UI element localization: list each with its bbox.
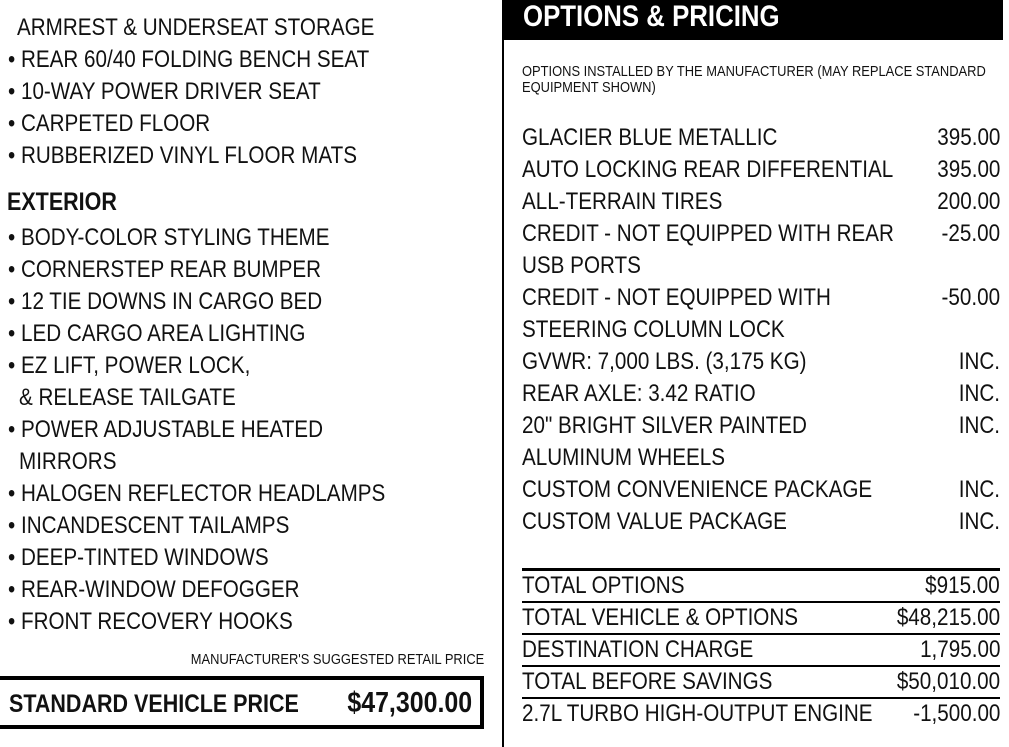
option-label: CREDIT - NOT EQUIPPED WITH REAR (522, 220, 894, 247)
equipment-line: • POWER ADJUSTABLE HEATED (8, 416, 323, 443)
option-row (522, 346, 1000, 378)
equipment-line: • INCANDESCENT TAILAMPS (8, 512, 290, 539)
total-row (522, 602, 1000, 634)
option-row (522, 186, 1000, 218)
equipment-line: • HALOGEN REFLECTOR HEADLAMPS (8, 480, 386, 507)
option-price: -25.00 (941, 220, 1000, 247)
option-row (522, 410, 1000, 442)
option-label: 20" BRIGHT SILVER PAINTED (522, 412, 807, 439)
option-label: CREDIT - NOT EQUIPPED WITH (522, 284, 831, 311)
option-price: INC. (958, 476, 1000, 503)
option-row (522, 154, 1000, 186)
equipment-line: • EZ LIFT, POWER LOCK, (8, 352, 251, 379)
option-price: INC. (958, 508, 1000, 535)
total-row (522, 698, 1000, 730)
options-note: OPTIONS INSTALLED BY THE MANUFACTURER (MAY REPLACE STANDARD EQUIPMENT SHOWN) (522, 63, 986, 96)
total-label: DESTINATION CHARGE (522, 636, 754, 663)
equipment-line: • 10-WAY POWER DRIVER SEAT (8, 78, 321, 105)
standard-price-label: STANDARD VEHICLE PRICE (9, 690, 299, 718)
option-label: USB PORTS (522, 252, 641, 279)
option-label: AUTO LOCKING REAR DIFFERENTIAL (522, 156, 894, 183)
option-row (522, 122, 1000, 154)
equipment-line: • REAR 60/40 FOLDING BENCH SEAT (8, 46, 370, 73)
standard-price-value: $47,300.00 (347, 687, 472, 719)
equipment-line: • FRONT RECOVERY HOOKS (8, 608, 293, 635)
total-label: 2.7L TURBO HIGH-OUTPUT ENGINE (522, 700, 873, 727)
standard-equipment-column (0, 0, 503, 747)
total-price: $50,010.00 (896, 668, 1000, 695)
option-price: INC. (958, 412, 1000, 439)
total-price: -1,500.00 (912, 700, 1000, 727)
option-row (522, 378, 1000, 410)
option-label: ALL-TERRAIN TIRES (522, 188, 723, 215)
option-row (522, 250, 1000, 282)
options-header (504, 0, 1003, 40)
option-row (522, 474, 1000, 506)
equipment-line: • CORNERSTEP REAR BUMPER (8, 256, 322, 283)
equipment-line: • BODY-COLOR STYLING THEME (8, 224, 330, 251)
option-price: 395.00 (936, 156, 1000, 183)
equipment-line: • LED CARGO AREA LIGHTING (8, 320, 306, 347)
option-label: STEERING COLUMN LOCK (522, 316, 785, 343)
total-price: 1,795.00 (919, 636, 1000, 663)
option-label: CUSTOM CONVENIENCE PACKAGE (522, 476, 873, 503)
column-divider (502, 0, 504, 747)
option-price: INC. (958, 380, 1000, 407)
option-row (522, 314, 1000, 346)
total-price: $915.00 (925, 572, 1000, 599)
option-row (522, 282, 1000, 314)
options-title: OPTIONS & PRICING (523, 0, 780, 33)
total-row (522, 666, 1000, 698)
equipment-line: MIRRORS (19, 448, 117, 475)
total-label: TOTAL BEFORE SAVINGS (522, 668, 773, 695)
equipment-line: • DEEP-TINTED WINDOWS (8, 544, 269, 571)
equipment-line: & RELEASE TAILGATE (19, 384, 236, 411)
total-label: TOTAL VEHICLE & OPTIONS (522, 604, 799, 631)
msrp-caption: MANUFACTURER'S SUGGESTED RETAIL PRICE (190, 651, 484, 668)
option-price: -50.00 (941, 284, 1000, 311)
option-label: ALUMINUM WHEELS (522, 444, 725, 471)
option-row (522, 506, 1000, 538)
equipment-line: • REAR-WINDOW DEFOGGER (8, 576, 300, 603)
option-label: GVWR: 7,000 LBS. (3,175 KG) (522, 348, 807, 375)
option-price: INC. (958, 348, 1000, 375)
total-row (522, 570, 1000, 602)
total-price: $48,215.00 (896, 604, 1000, 631)
standard-price-box (0, 676, 484, 729)
total-row (522, 634, 1000, 666)
option-price: 200.00 (936, 188, 1000, 215)
equipment-line: ARMREST & UNDERSEAT STORAGE (17, 14, 375, 41)
option-row (522, 218, 1000, 250)
equipment-line: • 12 TIE DOWNS IN CARGO BED (8, 288, 323, 315)
option-row (522, 442, 1000, 474)
exterior-heading: EXTERIOR (7, 188, 117, 216)
option-price: 395.00 (936, 124, 1000, 151)
equipment-line: • CARPETED FLOOR (8, 110, 211, 137)
option-label: REAR AXLE: 3.42 RATIO (522, 380, 756, 407)
option-label: GLACIER BLUE METALLIC (522, 124, 778, 151)
total-label: TOTAL OPTIONS (522, 572, 685, 599)
option-label: CUSTOM VALUE PACKAGE (522, 508, 787, 535)
equipment-line: • RUBBERIZED VINYL FLOOR MATS (8, 142, 357, 169)
